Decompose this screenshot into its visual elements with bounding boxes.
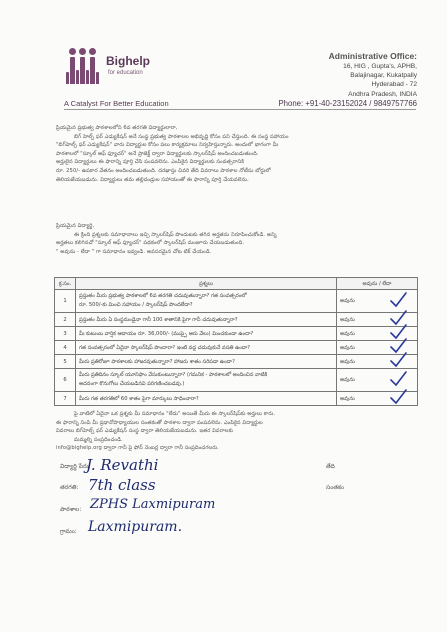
row-question: గత సంవత్సరంలో ఏదైనా స్కాలర్‌షిప్ పొందారా? ఇంటి వద్ద చదువుకునే వసతి ఉందా? [76,341,337,355]
answer-label: అవును [340,298,355,304]
answer-label: అవును [340,395,355,402]
school-value[interactable]: ZPHS Laxmipuram [90,497,216,512]
checkmark-icon [389,292,407,308]
intro-line: తెలియజేయబడును. విద్యార్థులు తమ తల్లిదండ్రుల సహాయంతో ఈ ఫారాన్ని పూర్తి చేయవలెను. [56,176,249,183]
footer-line: info@bighelp.org ద్వారా గానీ పై ఫోన్ నెంబర్ల ద్వారా గానీ సంప్రదించగలరు. [56,445,219,452]
answer-label: అవును [340,344,355,351]
table-header-row [55,278,418,290]
office-line: Andhra Pradesh, INDIA [348,90,417,98]
table-row [55,355,418,369]
name-value[interactable]: J. Revathi [86,456,159,474]
class-label: తరగతి: [60,484,79,491]
question-text: ప్రస్తుతం మీరు ప్రభుత్వ పాఠశాలలో 6వ తరగతి చదువుతున్నారా? గత సంవత్సరంలో [79,293,247,299]
school-label: పాఠశాల: [60,506,82,513]
row-question: మీరు ప్రతిరోజూ పాఠశాలకు హాజరవుతున్నారా? హాజరు శాతం సరిపడా ఉందా? [76,355,337,369]
salutation: ప్రియమైన ప్రభుత్వ పాఠశాలలోని 6వ తరగతి విద్యార్థులారా, [56,125,178,131]
row-question [76,369,337,392]
brand-name: Bighelp [106,54,150,68]
row-number: 1 [55,290,76,313]
footer-line: వివరాలు బిగ్‌హెల్ప్ ఫర్ ఎడ్యుకేషన్ సంస్థ ద్వారా తెలియజేయబడును. ఇతర వివరాలకు [56,428,234,435]
col-header-number: క్ర.సం. [55,278,76,290]
table-row [55,392,418,406]
instructions-line: " అవును - లేదా " గా సమాధానం ఇవ్వండి. అవసరమైన చోట టిక్ చేయండి. [56,248,212,255]
footer-line: మమ్మల్ని సంప్రదించండి. [74,436,123,443]
row-number: 6 [55,369,76,392]
table-row [55,341,418,355]
col-header-question: ప్రశ్నలు [76,278,337,290]
people-logo-icon [66,48,100,84]
row-number: 7 [55,392,76,406]
footer-line: ఈ ఫారాన్ని నింపి మీ ప్రధానోపాధ్యాయుల సంతకంతో పాఠశాల ద్వారా పంపవలెను. ఎంపికైన విద్యార్థుల [56,419,263,426]
checkmark-icon [389,389,407,405]
table-row [55,369,418,392]
row-number: 5 [55,355,76,369]
intro-line: పాఠశాలలో "స్కూల్ ఆఫ్ ఫ్యూచర్" అనే ప్రాజెక్ట్ ద్వారా విద్యార్థులకు స్కాలర్‌షిప్ అందించబడుతుంది. [56,150,259,157]
question-text: రూ. 500/-కు మించి సహాయం / స్కాలర్‌షిప్ పొందలేదా? [79,302,193,308]
class-value[interactable]: 7th class [88,476,156,494]
signature-label: సంతకం [326,484,345,491]
answer-label: అవును [340,358,355,365]
answer-label: అవును [340,316,355,323]
row-answer[interactable] [337,355,418,369]
name-label: విద్యార్థి పేరు: [60,463,91,470]
answer-label: అవును [340,330,355,337]
office-line: 16, HIG , Gupta's, APHB, [343,63,417,70]
col-header-answer: అవును / లేదా [337,278,418,290]
intro-line: "బిగ్‌హెల్ప్ ఫర్ ఎడ్యుకేషన్" వారు విద్యార్థుల కోసం పలు కార్యక్రమాలు నిర్వహిస్తున్నారు. అందులో భాగంగా మీ [56,142,279,149]
intro-line: అర్హులైన విద్యార్థులు ఈ ఫారాన్ని పూర్తి చేసి పంపవలెను. ఎంపికైన విద్యార్థులకు సంవత్సరానికి [56,159,245,166]
office-line: Balajinagar, Kukatpally [350,72,417,80]
row-question [76,290,337,313]
intro-line: రూ. 250/- ఉపకార వేతనం అందించబడుతుంది. దరఖాస్తు చివరి తేది వివరాలు పాఠశాల నోటీసు బోర్డులో [56,167,271,174]
office-phone: Phone: +91-40-23152024 / 9849757766 [278,98,417,108]
table-row [55,313,418,327]
letter-intro [56,124,416,184]
village-label: గ్రామం: [60,528,77,535]
row-number: 4 [55,341,76,355]
village-value[interactable]: Laxmipuram. [88,519,183,535]
tagline: A Catalyst For Better Education [64,99,169,108]
intro-line: బిగ్ హెల్ప్ ఫర్ ఎడ్యుకేషన్ అనే సంస్థ ప్రభుత్వ పాఠశాలల అభివృద్ధి కోసం పని చేస్తుంది. ఈ సంస్థ సహాయం [74,133,289,140]
instructions-line: ఈ క్రింది ప్రశ్నలకు సమాధానాలు ఇచ్చి స్కాలర్‌షిప్ పొందుటకు తగిన అర్హతను నిరూపించుకోండి. అన్ని [74,231,277,238]
eligibility-table [54,277,418,406]
table-row [55,327,418,341]
letter-footer [56,410,416,453]
table-row [55,290,418,313]
header-divider [64,109,416,110]
office-title: Administrative Office: [328,51,417,61]
row-question: మీరు గత తరగతిలో 60 శాతం పైగా మార్కులు సాధించారా? [76,392,337,406]
office-address [278,51,417,108]
instructions-line: అర్హతలు కలిగినచో "స్కూల్ ఆఫ్ ఫ్యూచర్" పథకంలో స్కాలర్‌షిప్ మంజూరు చేయబడుతుంది. [56,240,245,247]
row-answer[interactable] [337,392,418,406]
question-text: మీరు ప్రతిదినం స్కూల్ యూనిఫాం వేసుకుంటున్నారా? (గమనిక - పాఠశాలలో అందించిన వాటికి [79,372,268,378]
question-text: అదనంగా కొనుగోలు చేయబడినవి పరిగణించబడవు.) [79,381,185,387]
office-line: Hyderabad - 72 [371,81,417,89]
brand-subtitle: for education [108,70,143,76]
checkmark-icon [389,352,407,368]
row-question: ప్రస్తుతం మీరు ఏ సంస్థనుండైనా గానీ 100 శాతానికి పైగా గానీ చదువుతున్నారా? [76,313,337,327]
row-question: మీ కుటుంబ వార్షిక ఆదాయం రూ. 36,000/- (ముప్పై ఆరు వేలు) మించకుండా ఉందా? [76,327,337,341]
checkmark-icon [389,371,407,387]
footer-line: పై వాటిలో ఏదైనా ఒక ప్రశ్నకు మీ సమాధానం "లేదు" అయితే మీరు ఈ స్కాలర్‌షిప్‌కు అర్హులు కారు. [74,411,276,417]
row-number: 3 [55,327,76,341]
letter-instructions [56,222,416,256]
date-label: తేది [326,463,335,470]
answer-label: అవును [340,377,355,383]
row-number: 2 [55,313,76,327]
instructions-title: ప్రియమైన విద్యార్థి, [56,223,95,229]
